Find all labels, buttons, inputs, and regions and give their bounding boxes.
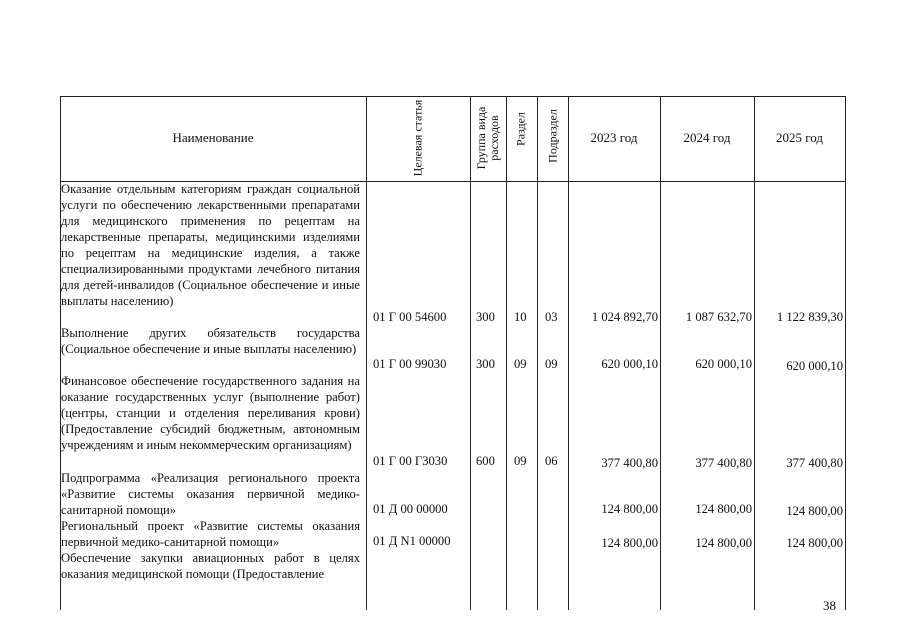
row-2024: 124 800,00: [695, 502, 752, 516]
row-name: Региональный проект «Развитие системы оказания первичной медико-санитарной помощи»: [61, 519, 360, 549]
header-name: Наименование: [172, 130, 254, 145]
row-2023: 124 800,00: [601, 536, 658, 550]
header-2024: 2024 год: [683, 130, 731, 145]
row-section: 09: [514, 357, 527, 371]
row-2025: 124 800,00: [786, 536, 843, 550]
row-subsection: 09: [545, 357, 558, 371]
header-subsection: Подраздел: [545, 109, 560, 163]
row-2024: 377 400,80: [695, 456, 752, 470]
col-border: [660, 96, 661, 610]
row-2023: 1 024 892,70: [591, 310, 658, 324]
row-code: 01 Г 00 99030: [373, 357, 447, 371]
row-2024: 1 087 632,70: [685, 310, 752, 324]
header-group-text: Группа вида расходов: [474, 106, 501, 170]
row-2025: 620 000,10: [786, 359, 843, 373]
row-group: 300: [476, 310, 495, 324]
header-2025: 2025 год: [776, 130, 823, 145]
row-name: Выполнение других обязательств государства (Социальное обеспечение и иные выплаты населению): [61, 326, 360, 356]
col-border: [506, 96, 507, 610]
page-number: 38: [823, 598, 836, 613]
row-2023: 124 800,00: [601, 502, 658, 516]
row-2025: 124 800,00: [786, 504, 843, 518]
row-subsection: 06: [545, 454, 558, 468]
row-name: Обеспечение закупки авиационных работ в целях оказания медицинской помощи (Предоставление: [61, 551, 360, 581]
row-section: 09: [514, 454, 527, 468]
header-target-text: Целевая статья: [410, 99, 425, 177]
row-2024: 124 800,00: [695, 536, 752, 550]
row-code: 01 Г 00 54600: [373, 310, 447, 324]
row-code: 01 Д 00 00000: [373, 502, 448, 516]
header-group: [475, 98, 501, 178]
row-2024: 620 000,10: [695, 357, 752, 371]
header-section: Раздел: [513, 112, 528, 146]
col-border: [845, 96, 846, 610]
table-top-border: [60, 96, 846, 97]
row-code: 01 Д N1 00000: [373, 534, 451, 548]
row-2023: 377 400,80: [601, 456, 658, 470]
row-group: 600: [476, 454, 495, 468]
row-2025: 377 400,80: [786, 456, 843, 470]
row-name: Оказание отдельным категориям граждан социальной услуги по обеспечению лекарственными препаратами для медицинского применения по рецептам на лекарственные препараты, медицинскими изделиями по рецептам на медицинские изделия, а также специализированными продуктами лечебного питания для детей-инвалидов (Социальное обеспечение и иные выплаты населению): [61, 182, 360, 308]
row-2023: 620 000,10: [601, 357, 658, 371]
row-name: Подпрограмма «Реализация регионального проекта «Развитие системы оказания первичной медико-санитарной помощи»: [61, 471, 360, 517]
col-border: [754, 96, 755, 610]
row-subsection: 03: [545, 310, 558, 324]
row-2025: 1 122 839,30: [776, 310, 843, 324]
col-border: [366, 96, 367, 610]
header-target: [412, 99, 425, 177]
row-name: Финансовое обеспечение государственного задания на оказание государственных услуг (выполнение работ) (центры, станции и отделения переливания крови) (Предоставление субсидий бюджетным, автономным учреждениям и иным некоммерческим организациям): [61, 374, 360, 452]
header-2023: 2023 год: [590, 130, 638, 145]
row-group: 300: [476, 357, 495, 371]
col-border: [537, 96, 538, 610]
col-border: [470, 96, 471, 610]
row-section: 10: [514, 310, 527, 324]
row-code: 01 Г 00 Г3030: [373, 454, 448, 468]
col-border: [568, 96, 569, 610]
